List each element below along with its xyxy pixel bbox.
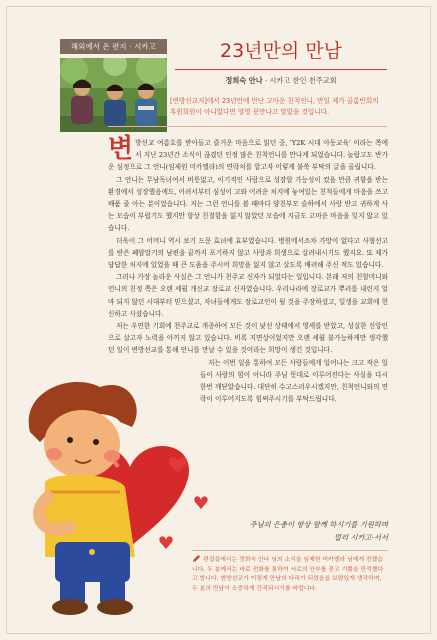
closing-line-1: 주님의 은총이 항상 함께 하시기를 기원하며 <box>249 520 388 529</box>
body-paragraph-3: 더욱이 그 어머니 역시 보기 드문 효녀에 효부였습니다. 병원에서조차 가망이 없다고 사형선고를 받은 폐암말기의 남편을 끝까지 포기하지 않고 사랑과 희생으로 살려내시기도 했지요. 또 제가 답답한 처지에 있었을 때 큰 도움을 주시어 희망을 잃지 않고 살도록 배려해 주신 적도 있습니다. <box>108 236 388 270</box>
author-line <box>175 76 387 86</box>
body-paragraph-1 <box>108 134 388 174</box>
author-name: 정희숙 안나 <box>225 76 263 85</box>
editor-divider <box>192 550 388 551</box>
body-paragraph-6: 저는 이번 일을 통하여 모든 사람들에게 일어나는 크고 작은 일들이 사람의 힘이 아니라 주님 뜻대로 이루어진다는 사실을 다시 한번 깨닫았습니다. 대단히 수고스러우시겠지만, 친척언니와의 연락이 이루어지도록 힘써주시기를 부탁드립니다. <box>200 358 388 404</box>
article-body <box>108 134 388 405</box>
intro-text: [변방선교지]에서 23년만에 만난 고마운 친척언니, 만일 제가 골롬반회의 후원회원이 아니었다면 영영 못만나고 말았을 것입니다. <box>170 97 379 116</box>
body-paragraph-2: 그 언니는 무남독녀여서 버릇없고, 이기적인 사람으로 성장할 가능성이 컸을 만큼 귀함을 받는 환경에서 성장했음에도, 어려서부터 심성이 고와 어려운 처지에 놓여있는 친척들에게 마음을 쓰고 배품 줄 아는 분이었습니다. 저는 그런 언니를 볼 때마다 양친부모 슬하에서 사랑 받고 귀하게 사는 모습이 부럽기도 했지만 항상 친절함을 잃지 않았던 모습에 지금도 고마운 마음을 잊지 않고 있습니다. <box>108 175 388 233</box>
body-paragraph-4: 그러나 가장 놀라운 사실은 그 언니가 천주교 신자가 되었다는 일입니다. 본래 저의 친할머니와 언니의 친정 쪽은 오랜 세월 개신교 장로교 신자였습니다. 우리나라에 장로교가 뿌리를 내린지 얼마 되지 않던 시대부터 믿으셨고, 자녀들에게도 장로교인이 될 것을 주장하셨고, 일생을 교회에 헌신하고 사셨습니다. <box>108 273 388 318</box>
title-underline <box>175 69 387 70</box>
editor-note <box>192 554 388 594</box>
closing <box>240 518 388 544</box>
intro-divider <box>108 126 387 127</box>
body-paragraph-5: 저는 우연한 기회에 천주교로 개종하여 모든 것이 낯선 상태에서 영세를 받았고, 성실한 신앙인으로 살고자 노력을 아끼지 않고 있습니다. 비록 지면상이었지만 오랜 세월 불가능하게만 생각했던 일이 변방선교를 통해 언니를 만날 수 있을 것이라는 희망이 생긴 것입니다. <box>108 322 388 355</box>
author-affiliation: · 시카고 한인 천주교회 <box>264 76 337 85</box>
section-badge: 해외에서 온 편지 · 시카고 <box>60 39 167 54</box>
drop-cap: 변 <box>108 134 134 164</box>
family-photo <box>60 58 167 132</box>
boy-holding-heart-illustration <box>20 372 220 622</box>
article-title: 23년만의 만남 <box>220 40 342 62</box>
editor-note-text: 편집실에서는 정희숙 안나 님의 소식을 임제원 미카엘라 님에게 전했습니다. 두 분께서는 바로 전화를 통하여 서로의 안부를 묻고 기쁨을 만끽했다고 합니다. 변방선교가 이렇게 만남의 다리가 되었음을 보람있게 생각하며, 두 분의 만남이 소중하게 간직되시기를 바랍니다. <box>192 557 384 592</box>
body-paragraph-1-text: 방선교 여름호를 받아들고 즐거운 마음으로 읽던 중, 'Y2K 시대 아동교육' 이라는 쪽에서 지난 23년간 소식이 끊겼던 인정 많은 친척언니를 만나게 되었습니다. 놀랍고도 반가운 심정으로 그 언니(임제원 미카엘라)의 연락처를 알고자 이렇게 불쑥 부탁의 글을 올립니다. <box>108 139 388 172</box>
closing-signature: 멀리 시카고·서서 <box>334 533 388 542</box>
family-photo-image <box>60 58 167 132</box>
